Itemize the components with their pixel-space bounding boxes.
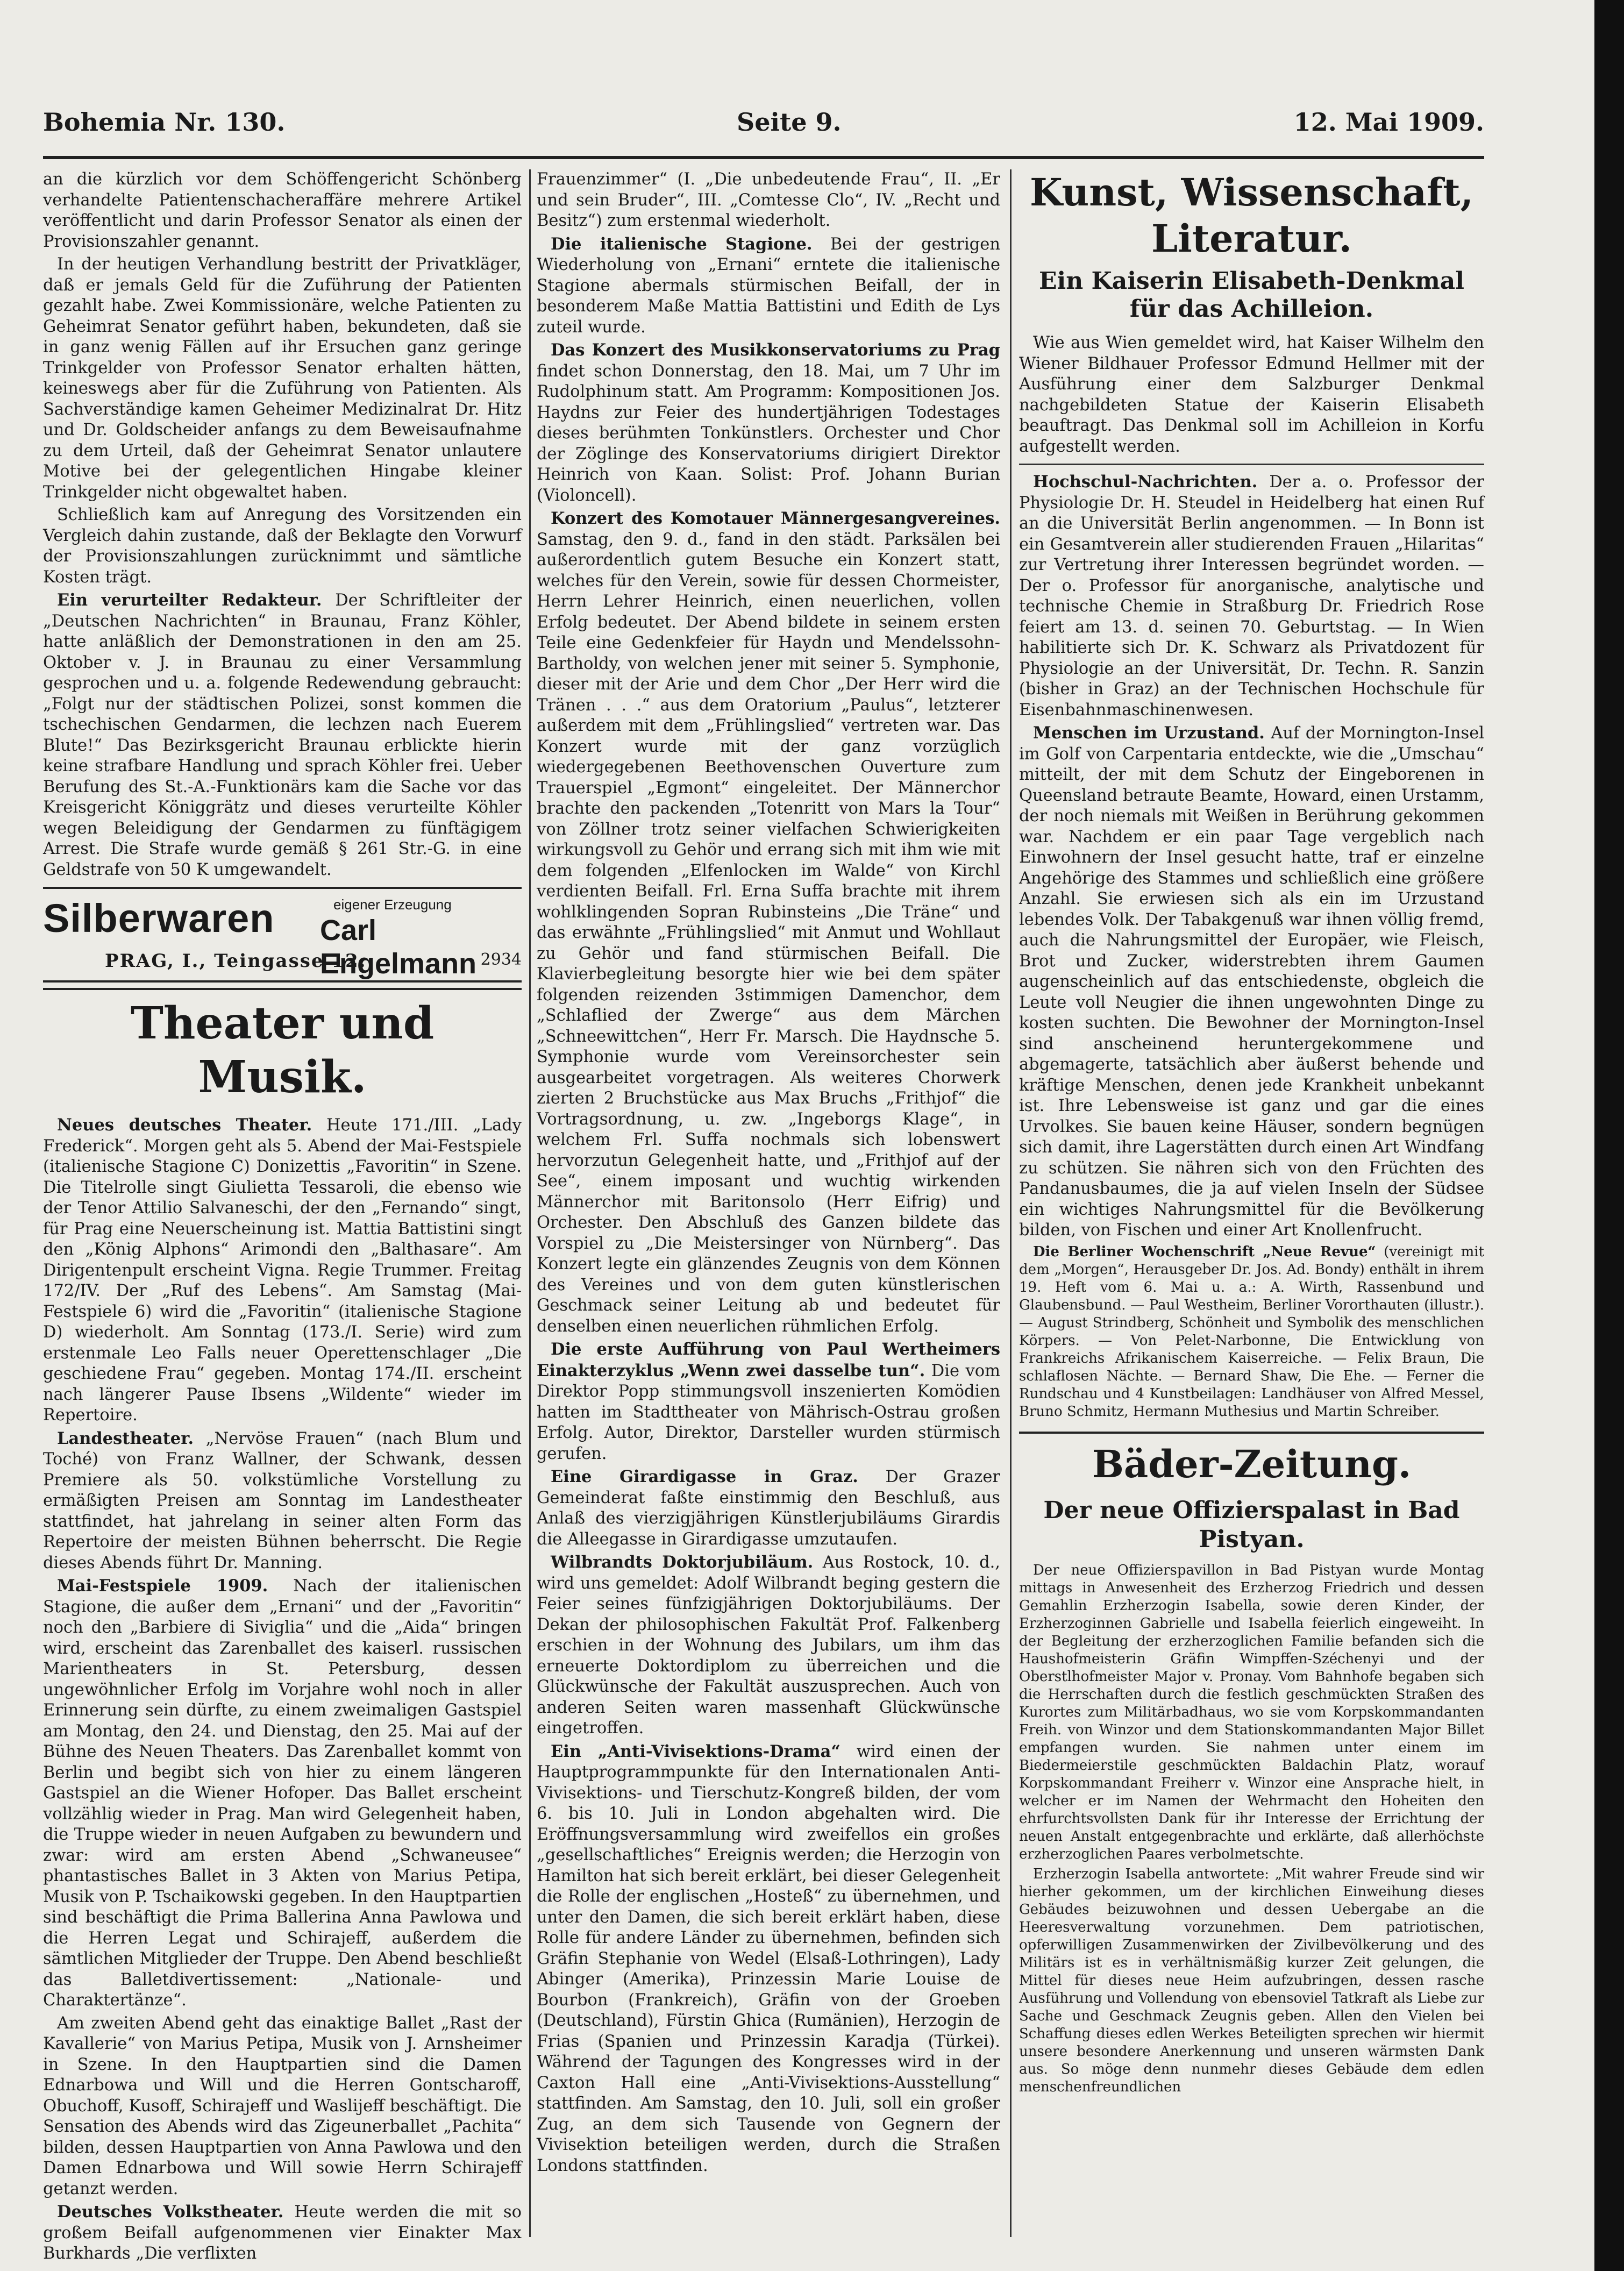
article: [1019, 472, 1484, 721]
article-headline: Neues deutsches Theater.: [57, 1115, 312, 1135]
article-headline: Ein verurteilter Redakteur.: [57, 590, 322, 610]
paragraph: Schließlich kam auf Anregung des Vorsitzenden ein Vergleich dahin zustande, daß der Beklagte den Vorwurf der Provisionszahlungen zurücknimmt und sämtliche Kosten trägt.: [43, 506, 522, 587]
advertisement: [43, 887, 522, 983]
ad-note: eigener Erzeugung: [333, 896, 452, 913]
article-text: Auf der Mornington-Insel im Golf von Carpentaria entdeckte, wie die „Umschau“ mitteilt, der mit dem Schutz der Eingeborenen in Queensland betraute Beamte, Howard, einen Urstamm, der noch niemals mit Weißen in Berührung gekommen war. Nachdem er ein paar Tage vergeblich nach Einwohnern der Insel gesucht hatte, traf er einzelne Angehörige des Stammes und schließlich eine größere Anzahl. Sie erwiesen sich als ein im Urzustand lebendes Volk. Der Tabakgenuß war ihnen völlig fremd, auch die Nahrungsmittel der Europäer, wie Fleisch, Brot und Zucker, widerstrebten ihrem Gaumen augenscheinlich auf das entschiedenste, obgleich die Leute voll Neugier die ihnen ungewohnten Dinge zu kosten suchten. Die Bewohner der Mornington-Insel sind anscheinend heruntergekommene und abgemagerte, tatsächlich aber äußerst behende und kräftige Menschen, denen jede Krankheit unbekannt ist. Ihre Lebensweise ist ganz und gar die eines Urvolkes. Sie bauen keine Häuser, sondern begnügen sich damit, ihre Lagerstätten durch einen Art Windfang zu schützen. Sie nähren sich von den Früchten des Pandanusbaumes, die ja auf vielen Inseln der Südsee ein wichtiges Nahrungsmittel für die Bevölkerung bilden, von Fischen und einer Art Knollenfrucht.: [1019, 724, 1484, 1240]
article-headline: Das Konzert des Musikkonservatoriums zu Prag: [551, 340, 1000, 360]
article-headline: Mai-Festspiele 1909.: [57, 1576, 268, 1596]
paragraph: In der heutigen Verhandlung bestritt der Privatkläger, daß er jemals Geld für die Zuführung der Patienten gezahlt habe. Zwei Kommissionäre, welche Patienten zu Geheimrat Senator geführt haben, bekundeten, daß sie in ganz wenig Fällen auf ihr Ersuchen ganz geringe Trinkgelder von Professor Senator erhalten hätten, keineswegs aber für die Zuführung von Patienten. Als Sachverständige kamen Geheimer Medizinalrat Dr. Hitz und Dr. Goldscheider anfangs zu dem Beweisaufnahme zu dem Urteil, daß der Geheimrat Senator unlautere Motive bei der gelegentlichen Hingabe kleiner Trinkgelder nicht obgewaltet haben.: [43, 255, 522, 502]
column-divider: [529, 169, 531, 2237]
article-headline: Landestheater.: [57, 1428, 194, 1448]
article: [43, 1576, 522, 2011]
article-headline: Der neue Offizierspalast in Bad Pistyan.: [1043, 1496, 1460, 1553]
column-2: [537, 169, 1000, 2237]
article-text: Der a. o. Professor der Physiologie Dr. H. Steudel in Heidelberg hat einen Ruf an die Universität Berlin angenommen. — In Bonn ist ein Gesamtverein aller studierenden Frauen „Hilaritas“ zur Vertretung ihrer Interessen begründet worden. — Der o. Professor für anorganische, analytische und technische Chemie in Straßburg Dr. Friedrich Rose feiert am 13. d. seinen 70. Geburtstag. — In Wien habilitierte sich Dr. K. Schwarz als Privatdozent für Physiologie an der Universität, Dr. Techn. R. Sanzin (bisher in Graz) an der Technischen Hochschule für Eisenbahnmaschinenwesen.: [1019, 473, 1484, 720]
ad-title: Silberwaren: [43, 896, 275, 941]
article-text: Heute werden die mit so großem Beifall aufgenommenen vier Einakter Max Burkhards „Die verflixten: [43, 2203, 522, 2263]
article-headline: Menschen im Urzustand.: [1033, 723, 1265, 743]
article: [537, 1339, 1000, 1464]
paragraph: Frauenzimmer“ (I. „Die unbedeutende Frau“, II. „Er und sein Bruder“, III. „Comtesse Clo“, IV. „Recht und Besitz“) zum erstenmal wiederholt.: [537, 170, 1000, 230]
article-headline: Ein „Anti-Vivisektions-Drama“: [551, 1741, 841, 1761]
article: [1019, 723, 1484, 1241]
column-divider: [1010, 169, 1012, 2237]
article: [537, 508, 1000, 1337]
article-text: (vereinigt mit dem „Morgen“, Herausgeber Dr. Jos. Ad. Bondy) enthält in ihrem 19. Heft vom 6. Mai u. a.: A. Wirth, Rassenbund und Glaubensbund. — Paul Westheim, Berliner Vororthauten (illustr.). — August Strindberg, Schönheit und Symbolik des menschlichen Körpers. — Von Pelet-Narbonne, Die Entwicklung von Frankreichs Afrikanischem Kaiserreiche. — Felix Braun, Die schlaflosen Nächte. — Bernard Shaw, Die Ehe. — Ferner die Rundschau und 4 Kunstbeilagen: Landhäuser von Alfred Messel, Bruno Schmitz, Hermann Muthesius und Martin Schreiber.: [1019, 1243, 1484, 1420]
article-text: Samstag, den 9. d., fand in den städt. Parksälen bei außerordentlich gutem Besuche ein Konzert statt, welches für den Verein, sowie für dessen Chormeister, Herrn Lehrer Heinrich, einen neuerlichen, vollen Erfolg bedeutet. Der Abend bildete in seinem ersten Teile eine Gedenkfeier für Haydn und Mendelssohn-Bartholdy, von welchen jener mit seiner 5. Symphonie, dieser mit der Arie und dem Chor „Der Herr wird die Tränen . . .“ aus dem Oratorium „Paulus“, letzterer außerdem mit dem „Frühlingslied“ vertreten war. Das Konzert wurde mit der ganz vorzüglich wiedergegebenen Beethovenschen Ouverture zum Trauerspiel „Egmont“ eingeleitet. Der Männerchor brachte den packenden „Totenritt von Mars la Tour“ von Zöllner trotz seiner vielfachen Schwierigkeiten wirkungsvoll zu Gehör und errang sich mit ihm wie mit dem folgenden „Elfenlocken im Walde“ von Kirchl verdienten Beifall. Frl. Erna Suffa brachte mit ihrem wohlklingenden Sopran Rubinsteins „Die Träne“ und das erwähnte „Frühlingslied“ mit Anmut und Wohllaut zu Gehör und fand stürmischen Beifall. Die Klavierbegleitung besorgte hier wie bei dem später folgenden reizenden 3stimmigen Damenchor, dem „Schlaflied der Zwerge“ aus dem Märchen „Schneewittchen“, Herr Fr. Marsch. Die Haydnsche 5. Symphonie wurde vom Vereinsorchester sein ausgearbeitet vorgetragen. Als weiteres Chorwerk zierten 2 Bruchstücke aus Max Bruchs „Frithjof“ die Vortragsordnung, u. zw. „Ingeborgs Klage“, in welchem Frl. Suffa nochmals sich lobenswert hervorzutun Gelegenheit hatte, und „Frithjof auf der See“, einem imposant und wuchtig wirkenden Männerchor mit Baritonsolo (Herr Eifrig) und Orchester. Den Abschluß des Ganzen bildete das Vorspiel zu „Die Meistersinger von Nürnberg“. Das Konzert legte ein glänzendes Zeugnis von dem Können des Vereines und von dem guten künstlerischen Geschmack seiner Leitung ab und bedeutet für denselben einen neuerlichen rühmlichen Erfolg.: [537, 530, 1000, 1336]
ad-number: 2934: [480, 950, 522, 969]
article: [537, 234, 1000, 338]
ad-brand: Carl Engelmann: [320, 914, 477, 980]
article: [43, 1115, 522, 1426]
article: [537, 1552, 1000, 1739]
article-text: Heute 171./III. „Lady Frederick“. Morgen geht als 5. Abend der Mai-Festspiele (italienische Stagione C) Donizettis „Favoritin“ in Szene. Die Titelrolle singt Giulietta Tessaroli, die ebenso wie der Tenor Attilio Salvaneschi, der den „Fernando“ singt, für Prag eine Neuerscheinung ist. Mattia Battistini singt den „König Alphons“ Arimondi den „Balthasare“. Am Dirigentenpult erscheint Vigna. Regie Trummer. Freitag 172/IV. Der „Ruf des Lebens“. Am Samstag (Mai-Festspiele 6) wird die „Favoritin“ (italienische Stagione D) wiederholt. Am Sonntag (173./I. Serie) wird zum erstenmale Leo Falls neuer Operettenschlager „Die geschiedene Frau“ gegeben. Montag 174./II. erscheint nach längerer Pause Ibsens „Wildente“ wieder im Repertoire.: [43, 1116, 522, 1425]
article: [43, 1428, 522, 1574]
header-page-number: Seite 9.: [737, 108, 842, 137]
article-headline: Ein Kaiserin Elisabeth-Denkmal für das Achilleion.: [1039, 267, 1464, 323]
scan-border: [1594, 0, 1624, 2271]
article: [537, 1741, 1000, 2177]
article-text: Bei der gestrigen Wiederholung von „Ernani“ erntete die italienische Stagione abermals stürmischen Beifall, der in besonderem Maße Mattia Battistini und Edith de Lys zuteil wurde.: [537, 234, 1000, 337]
article-headline: Die italienische Stagione.: [551, 234, 813, 254]
section-heading: Bäder-Zeitung.: [1019, 1432, 1484, 1487]
header-publication: Bohemia Nr. 130.: [43, 108, 286, 137]
paragraph: Der neue Offizierspavillon in Bad Pistyan wurde Montag mittags in Anwesenheit des Erzherzog Friedrich und dessen Gemahlin Erzherzogin Isabella, sowie deren Kinder, der Erzherzoginnen Gabrielle und Isabella feierlich eingeweiht. In der Begleitung der erzherzoglichen Familie befanden sich die Haushofmeisterin Gräfin Wimpffen-Széchenyi und der Oberstlhofmeister Major v. Pronay. Vom Bahnhofe begaben sich die Herrschaften durch die festlich geschmückten Straßen des Kurortes zum Militärbadhaus, wo sie vom Korpskommandanten Freih. von Winzor und dem Stationskommandanten Major Billet empfangen wurden. Sie nahmen unter einem im Biedermeierstile geschmückten Baldachin Platz, worauf Korpskommandant Freiherr v. Winzor eine Ansprache hielt, in welcher er im Namen der Wehrmacht den Hoheiten den ehrfurchtsvollsten Dank für ihr Interesse der Errichtung der neuen Anstalt entgegenbrachte und erklärte, daß allerhöchste erzherzoglichen Paares verbolmetschte.: [1019, 1562, 1484, 1862]
article-text: wird einen der Hauptprogrammpunkte für den Internationalen Anti-Vivisektions- und Tierschutz-Kongreß bilden, der vom 6. bis 10. Juli in London abgehalten wird. Die Eröffnungsversammlung wird zweifellos ein großes „gesellschaftliches“ Ereignis werden; die Herzogin von Hamilton hat sich bereit erklärt, bei dieser Gelegenheit die Rolle der englischen „Hosteß“ zu übernehmen, und unter den Damen, die sich bereit erklärt haben, diese Rolle für andere Länder zu übernehmen, befinden sich Gräfin Stephanie von Wedel (Elsaß-Lothringen), Lady Abinger (Amerika), Prinzessin Marie Louise de Bourbon (Frankreich), Gräfin von der Groeben (Deutschland), Fürstin Ghica (Rumänien), Herzogin de Frias (Spanien und Prinzessin Karadja (Türkei). Während der Tagungen des Kongresses wird in der Caxton Hall eine „Anti-Vivisektions-Ausstellung“ stattfinden. Am Samstag, den 10. Juli, soll ein großer Zug, an dem sich Tausende von Gegnern der Vivisektion beteiligen werden, durch die Straßen Londons stattfinden.: [537, 1742, 1000, 2175]
article-headline: Die Berliner Wochenschrift „Neue Revue“: [1033, 1243, 1376, 1260]
column-1: [43, 169, 522, 2263]
column-3: [1019, 169, 1484, 2237]
header-rule: [43, 156, 1484, 159]
article: [537, 340, 1000, 506]
article: [43, 2202, 522, 2265]
article-text: Der Schriftleiter der „Deutschen Nachrichten“ in Braunau, Franz Köhler, hatte anläßlich der Demonstrationen in den am 25. Oktober v. J. in Braunau zu einer Versammlung gesprochen und u. a. folgende Redewendung gebraucht: „Folgt nur der städtischen Polizei, sonst kommen die tschechischen Gendarmen, die lechzen nach Euerem Blute!“ Das Bezirksgericht Braunau erblickte hierin keine strafbare Handlung und sprach Köhler frei. Ueber Berufung des St.-A.-Funktionärs kam die Sache vor das Kreisgericht Königgrätz und dieses verurteilte Köhler wegen Beleidigung der Gendarmen zu fünftägigem Arrest. Die Strafe wurde gemäß § 261 Str.-G. in eine Geldstrafe von 50 K umgewandelt.: [43, 591, 522, 879]
header-date: 12. Mai 1909.: [1293, 108, 1484, 137]
article-headline: Wilbrandts Doktorjubiläum.: [551, 1553, 814, 1572]
page-header: [43, 108, 1484, 151]
article: [1019, 1243, 1484, 1421]
ad-address: PRAG, I., Teingasse 12.: [105, 950, 367, 972]
paragraph: Am zweiten Abend geht das einaktige Ballet „Rast der Kavallerie“ von Marius Petipa, Musik von J. Arnsheimer in Szene. In den Hauptpartien sind die Damen Ednarbowa und Will und die Herren Gontscharoff, Obuchoff, Kusoff, Schirajeff und Waslijeff beschäftigt. Die Sensation des Abends wird das Zigeunerballet „Pachita“ bilden, dessen Hauptpartien von Anna Pawlowa und den Damen Ednarbowa und Will sowie Herrn Schirajeff getanzt werden.: [43, 2013, 522, 2198]
article-text: Nach der italienischen Stagione, die außer dem „Ernani“ und der „Favoritin“ noch den „Barbiere di Siviglia“ und die „Aida“ bringen wird, erscheint das Zarenballet des kaiserl. russischen Marientheaters in St. Petersburg, dessen ungewöhnlicher Erfolg im Vorjahre wohl noch in aller Erinnerung sein dürfte, zu einem zweimaligen Gastspiel am Montag, den 24. und Dienstag, den 25. Mai auf der Bühne des Neuen Theaters. Das Zarenballet kommt von Berlin und begibt sich von hier zu einem längeren Gastspiel an die Wiener Hofoper. Das Ballet erscheint vollzählig wieder in Prag. Man wird Gelegenheit haben, die Truppe wieder in neuen Aufgaben zu bewundern und zwar: wird am ersten Abend „Schwaneusee“ phantastisches Ballet in 3 Akten von Marius Petipa, Musik von P. Tschaikowski gegeben. In den Hauptpartien sind beschäftigt die Prima Ballerina Anna Pawlowa und die Herren Legat und Schirajeff, außerdem die sämtlichen Mitglieder der Truppe. Den Abend beschließt das Balletdivertissement: „Nationale- und Charaktertänze“.: [43, 1577, 522, 2010]
article: [537, 1466, 1000, 1550]
paragraph: an die kürzlich vor dem Schöffengericht Schönberg verhandelte Patientenschacheraffäre mehrere Artikel veröffentlicht und darin Professor Senator als einen der Provisionszahler genannt.: [43, 170, 522, 251]
newspaper-page: [43, 97, 1484, 2263]
section-heading: Kunst, Wissenschaft, Literatur.: [1030, 170, 1473, 261]
article: [43, 590, 522, 880]
section-heading: Theater und Musik.: [43, 988, 522, 1104]
divider: [1019, 464, 1484, 465]
article-text: Die vom Direktor Popp stimmungsvoll inszenierten Komödien hatten im Stadttheater von Mährisch-Ostrau großen Erfolg. Autor, Direktor, Darsteller wurden stürmisch gerufen.: [537, 1361, 1000, 1463]
article-headline: Deutsches Volkstheater.: [57, 2202, 284, 2222]
article-headline: Eine Girardigasse in Graz.: [551, 1467, 858, 1486]
paragraph: Erzherzogin Isabella antwortete: „Mit wahrer Freude sind wir hierher gekommen, um der kirchlichen Einweihung dieses Gebäudes beizuwohnen und dessen Uebergabe an die Heeresverwaltung vorzunehmen. Dem patriotischen, opferwilligen Zusammenwirken der Zivilbevölkerung und des Militärs ist es in verhältnismäßig kurzer Zeit gelungen, die Mittel für dieses neue Heim aufzubringen, dessen rasche Ausführung und Vollendung von ebensoviel Tatkraft als Liebe zur Sache und Geschmack Zeugnis geben. Allen den Vielen bei Schaffung dieses edlen Werkes Beteiligten sprechen wir hiermit unsere besondere Anerkennung und unseren wärmsten Dank aus. So möge denn nunmehr dieses Gebäude dem edlen menschenfreundlichen: [1019, 1866, 1484, 2095]
article-headline: Hochschul-Nachrichten.: [1033, 472, 1258, 492]
article-headline: Konzert des Komotauer Männergesangvereines.: [551, 509, 1000, 528]
paragraph: Wie aus Wien gemeldet wird, hat Kaiser Wilhelm den Wiener Bildhauer Professor Edmund Hellmer mit der Ausführung einer dem Salzburger Denkmal nachgebildeten Statue der Kaiserin Elisabeth beauftragt. Das Denkmal soll im Achilleion in Korfu aufgestellt werden.: [1019, 333, 1484, 456]
article-text: findet schon Donnerstag, den 18. Mai, um 7 Uhr im Rudolphinum statt. Am Programm: Kompositionen Jos. Haydns zur Feier des hundertjährigen Todestages dieses berühmten Tonkünstlers. Orchester und Chor der Zöglinge des Konservatoriums dirigiert Direktor Heinrich von Kaan. Solist: Prof. Johann Burian (Violoncell).: [537, 361, 1000, 505]
small-print-block: [1019, 1562, 1484, 2096]
small-print-block: [1019, 1243, 1484, 1421]
article-text: Der Grazer Gemeinderat faßte einstimmig den Beschluß, aus Anlaß des vierzigjährigen Künstlerjubiläums Girardis die Alleegasse in Girardigasse umzutaufen.: [537, 1468, 1000, 1549]
article-text: Aus Rostock, 10. d., wird uns gemeldet: Adolf Wilbrandt beging gestern die Feier seines fünfzigjährigen Doktorjubiläums. Der Dekan der philosophischen Fakultät Prof. Falkenberg erschien in der Wohnung des Jubilars, um ihm das erneuerte Doktordiplom zu überreichen und die Glückwünsche der Fakultät auszusprechen. Auch von anderen Seiten waren massenhaft Glückwünsche eingetroffen.: [537, 1553, 1000, 1738]
article-headline: Die erste Aufführung von Paul Wertheimers Einakterzyklus „Wenn zwei dasselbe tun“.: [537, 1340, 1000, 1380]
article-text: „Nervöse Frauen“ (nach Blum und Toché) von Franz Wallner, der Schwank, dessen Premiere als 50. volkstümliche Vorstellung zu ermäßigten Preisen am Sonntag im Landestheater stattfindet, hat jahrelang in seiner alten Form das Repertoire der meisten Bühnen beherrscht. Die Regie dieses Abends führt Dr. Manning.: [43, 1429, 522, 1572]
